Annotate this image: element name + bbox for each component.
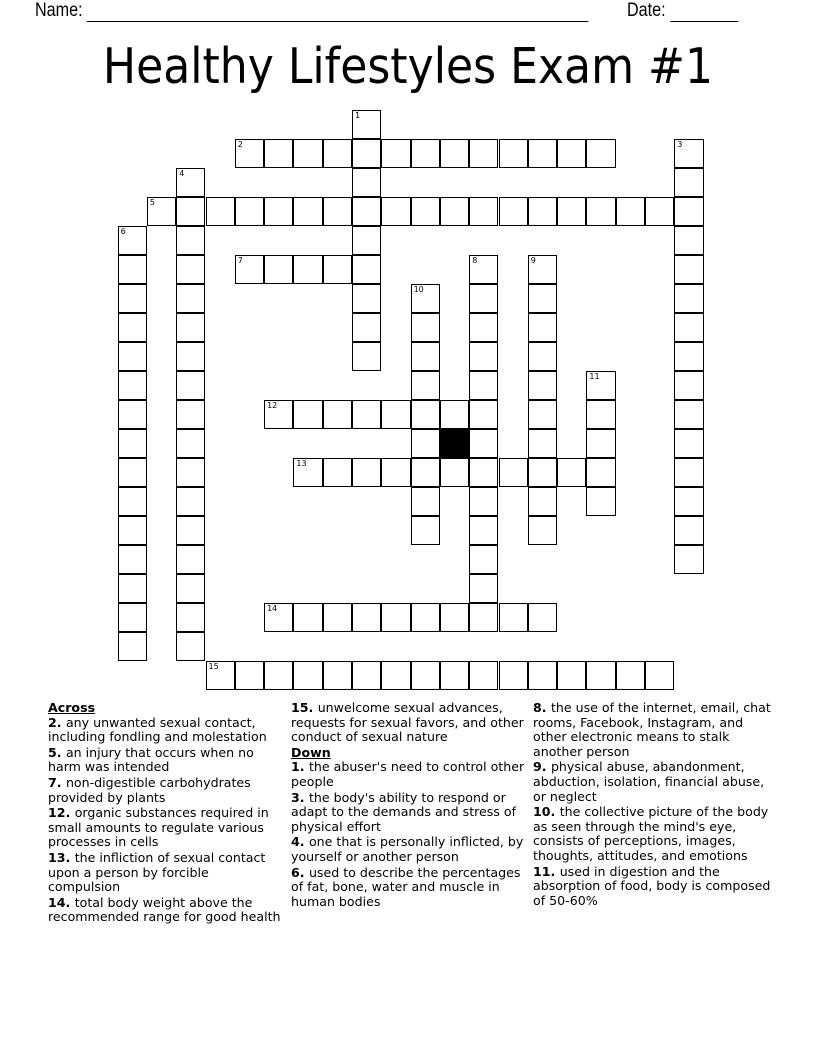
grid-cell[interactable]: [674, 545, 703, 574]
grid-cell[interactable]: [674, 197, 703, 226]
grid-cell[interactable]: [499, 139, 528, 168]
grid-cell[interactable]: [586, 400, 615, 429]
grid-cell[interactable]: [176, 284, 205, 313]
clue-number: 3: [291, 789, 300, 805]
clue-across-12: 12. organic substances required in small amounts to regulate various processes in cells: [48, 805, 269, 850]
grid-cell[interactable]: [557, 139, 586, 168]
grid-cell[interactable]: [528, 603, 557, 632]
grid-cell[interactable]: [469, 603, 498, 632]
grid-cell[interactable]: [499, 458, 528, 487]
grid-cell[interactable]: [411, 342, 440, 371]
grid-cell[interactable]: [352, 342, 381, 371]
grid-cell[interactable]: [176, 371, 205, 400]
grid-cell[interactable]: [674, 516, 703, 545]
grid-cell[interactable]: [528, 661, 557, 690]
grid-cell[interactable]: [528, 197, 557, 226]
clue-text: one that is personally inflicted, by yourself or another person: [291, 834, 524, 864]
grid-cell[interactable]: [118, 342, 147, 371]
grid-cell[interactable]: [674, 371, 703, 400]
grid-cell[interactable]: [118, 545, 147, 574]
grid-cell[interactable]: [176, 400, 205, 429]
grid-cell[interactable]: [469, 197, 498, 226]
clue-number: 13: [48, 849, 66, 865]
grid-cell[interactable]: [469, 487, 498, 516]
grid-cell[interactable]: [176, 226, 205, 255]
grid-cell[interactable]: [118, 255, 147, 284]
grid-cell[interactable]: [352, 110, 381, 139]
cell-number: 10: [413, 285, 424, 294]
grid-cell[interactable]: [118, 516, 147, 545]
cell-number: 12: [267, 401, 278, 410]
grid-cell[interactable]: [674, 284, 703, 313]
grid-cell[interactable]: [528, 429, 557, 458]
grid-cell[interactable]: [352, 458, 381, 487]
clues-column-1: [48, 701, 284, 926]
cell-number: 2: [237, 140, 243, 149]
grid-cell[interactable]: [645, 197, 674, 226]
grid-cell[interactable]: [411, 429, 440, 458]
clue-down-10: 10. the collective picture of the body as seen through the mind's eye, consists of perceptions, images, thoughts, attitudes, and emotions: [533, 804, 769, 863]
grid-cell[interactable]: [235, 661, 264, 690]
grid-cell[interactable]: [499, 603, 528, 632]
cell-number: 8: [472, 256, 478, 265]
grid-cell[interactable]: [469, 400, 498, 429]
grid-cell[interactable]: [381, 603, 410, 632]
grid-cell[interactable]: [176, 429, 205, 458]
clue-down-11: 11. used in digestion and the absorption of food, body is composed of 50-60%: [533, 863, 771, 908]
grid-cell[interactable]: [264, 197, 293, 226]
grid-cell[interactable]: [323, 139, 352, 168]
grid-cell[interactable]: [381, 458, 410, 487]
clue-text: the body's ability to respond or adapt to the demands and stress of physical effort: [291, 789, 517, 834]
grid-cell[interactable]: [528, 400, 557, 429]
grid-cell[interactable]: [293, 139, 322, 168]
clue-text: physical abuse, abandonment, abduction, isolation, financial abuse, or neglect: [533, 759, 765, 804]
grid-cell[interactable]: [469, 255, 498, 284]
clue-down-9: 9. physical abuse, abandonment, abduction, isolation, financial abuse, or neglect: [533, 759, 765, 804]
clue-text: any unwanted sexual contact, including fondling and molestation: [48, 714, 267, 745]
grid-cell[interactable]: [411, 313, 440, 342]
grid-cell[interactable]: [411, 371, 440, 400]
grid-cell[interactable]: [176, 458, 205, 487]
grid-cell[interactable]: [557, 197, 586, 226]
grid-cell[interactable]: [528, 313, 557, 342]
cell-number: 11: [589, 372, 600, 381]
grid-cell[interactable]: [176, 545, 205, 574]
grid-cell[interactable]: [440, 603, 469, 632]
grid-cell[interactable]: [469, 139, 498, 168]
page-title: Healthy Lifestyles Exam #1: [102, 38, 714, 95]
cell-number: 5: [149, 198, 155, 207]
grid-cell[interactable]: [264, 603, 293, 632]
grid-cell[interactable]: [469, 342, 498, 371]
grid-cell[interactable]: [235, 255, 264, 284]
grid-cell[interactable]: [440, 197, 469, 226]
grid-cell[interactable]: [264, 255, 293, 284]
clue-number: 12: [48, 805, 66, 821]
grid-cell[interactable]: [586, 458, 615, 487]
cell-number: 15: [208, 662, 219, 671]
cell-number: 6: [120, 227, 126, 236]
grid-cell[interactable]: [176, 313, 205, 342]
grid-cell[interactable]: [176, 516, 205, 545]
clue-across-14: 14. total body weight above the recommended range for good health: [48, 894, 281, 925]
clues-column-3: [533, 701, 773, 909]
clue-number: 6: [291, 864, 300, 880]
cell-number: 1: [355, 111, 361, 120]
grid-cell[interactable]: [411, 516, 440, 545]
clue-text: the use of the internet, email, chat rooms, Facebook, Instagram, and other electronic means to stalk another person: [533, 700, 771, 759]
grid-cell[interactable]: [264, 661, 293, 690]
grid-cell[interactable]: [118, 429, 147, 458]
grid-cell[interactable]: [499, 197, 528, 226]
grid-cell[interactable]: [469, 574, 498, 603]
clue-number: 7: [48, 774, 57, 790]
clue-number: 4: [291, 834, 300, 850]
cell-number: 4: [179, 169, 185, 178]
grid-cell[interactable]: [645, 661, 674, 690]
grid-cell[interactable]: [674, 255, 703, 284]
grid-cell[interactable]: [352, 139, 381, 168]
clue-number: 8: [533, 700, 542, 715]
clue-across-7: 7. non-digestible carbohydrates provided by plants: [48, 774, 251, 805]
grid-cell[interactable]: [411, 458, 440, 487]
grid-cell[interactable]: [118, 458, 147, 487]
clue-across-2: 2. any unwanted sexual contact, including fondling and molestation: [48, 714, 267, 745]
grid-cell[interactable]: [118, 371, 147, 400]
grid-cell[interactable]: [411, 603, 440, 632]
grid-cell[interactable]: [674, 400, 703, 429]
grid-cell[interactable]: [118, 284, 147, 313]
clue-number: 15: [291, 700, 309, 715]
clue-down-1: 1. the abuser's need to control other people: [291, 759, 525, 789]
grid-cell[interactable]: [293, 197, 322, 226]
grid-cell[interactable]: [674, 487, 703, 516]
grid-cell[interactable]: [293, 661, 322, 690]
grid-cell[interactable]: [323, 458, 352, 487]
grid-cell[interactable]: [586, 197, 615, 226]
grid-cell[interactable]: [176, 342, 205, 371]
grid-cell[interactable]: [469, 458, 498, 487]
grid-cell[interactable]: [586, 429, 615, 458]
clue-text: total body weight above the recommended range for good health: [48, 894, 281, 925]
grid-cell[interactable]: [118, 400, 147, 429]
grid-cell[interactable]: [352, 255, 381, 284]
clue-text: the collective picture of the body as seen through the mind's eye, consists of perceptions, images, thoughts, attitudes, and emotions: [533, 804, 769, 863]
clue-across-5: 5. an injury that occurs when no harm was intended: [48, 744, 254, 775]
clue-text: non-digestible carbohydrates provided by plants: [48, 774, 251, 805]
grid-cell[interactable]: [118, 632, 147, 661]
grid-cell[interactable]: [352, 313, 381, 342]
grid-cell[interactable]: [674, 342, 703, 371]
grid-cell[interactable]: [586, 661, 615, 690]
grid-cell[interactable]: [118, 603, 147, 632]
grid-cell[interactable]: [440, 400, 469, 429]
grid-cell[interactable]: [235, 197, 264, 226]
clue-number: 2: [48, 714, 57, 730]
grid-cell[interactable]: [352, 400, 381, 429]
grid-cell[interactable]: [235, 139, 264, 168]
clue-text: the abuser's need to control other people: [291, 759, 525, 789]
cell-number: 3: [677, 140, 683, 149]
grid-cell[interactable]: [118, 313, 147, 342]
grid-cell[interactable]: [293, 400, 322, 429]
grid-cell[interactable]: [528, 458, 557, 487]
grid-cell[interactable]: [118, 574, 147, 603]
name-label: Name:: [35, 0, 83, 21]
grid-cell[interactable]: [528, 487, 557, 516]
clue-number: 11: [533, 863, 551, 879]
grid-cell[interactable]: [411, 284, 440, 313]
grid-cell[interactable]: [323, 661, 352, 690]
clue-text: used in digestion and the absorption of food, body is composed of 50-60%: [533, 863, 771, 908]
grid-cell[interactable]: [264, 139, 293, 168]
grid-cell[interactable]: [264, 400, 293, 429]
grid-cell[interactable]: [118, 487, 147, 516]
grid-cell[interactable]: [381, 400, 410, 429]
clue-text: an injury that occurs when no harm was intended: [48, 744, 254, 775]
grid-cell[interactable]: [176, 603, 205, 632]
grid-cell[interactable]: [411, 139, 440, 168]
grid-cell[interactable]: [411, 487, 440, 516]
grid-cell[interactable]: [674, 168, 703, 197]
grid-cell[interactable]: [352, 661, 381, 690]
grid-cell[interactable]: [674, 458, 703, 487]
clue-down-4: 4. one that is personally inflicted, by yourself or another person: [291, 834, 524, 864]
grid-cell[interactable]: [293, 603, 322, 632]
grid-cell[interactable]: [147, 197, 176, 226]
grid-cell[interactable]: [411, 661, 440, 690]
grid-cell[interactable]: [176, 574, 205, 603]
grid-cell[interactable]: [440, 661, 469, 690]
clue-text: used to describe the percentages of fat, bone, water and muscle in human bodies: [291, 864, 521, 909]
grid-cell[interactable]: [586, 371, 615, 400]
grid-cell[interactable]: [469, 545, 498, 574]
grid-cell[interactable]: [352, 168, 381, 197]
cell-number: 13: [296, 459, 307, 468]
grid-cell[interactable]: [674, 313, 703, 342]
cell-number: 14: [267, 604, 278, 613]
grid-cell[interactable]: [469, 371, 498, 400]
grid-cell[interactable]: [381, 661, 410, 690]
grid-cell[interactable]: [411, 400, 440, 429]
grid-cell[interactable]: [469, 313, 498, 342]
grid-cell[interactable]: [528, 139, 557, 168]
grid-cell[interactable]: [176, 487, 205, 516]
clue-number: 1: [291, 759, 300, 775]
grid-cell[interactable]: [176, 632, 205, 661]
grid-cell[interactable]: [469, 429, 498, 458]
grid-cell[interactable]: [469, 284, 498, 313]
grid-cell[interactable]: [206, 661, 235, 690]
grid-cell[interactable]: [528, 255, 557, 284]
across-heading: Across: [48, 700, 96, 715]
clue-across-15: 15. unwelcome sexual advances, requests for sexual favors, and other conduct of sexual nature: [291, 700, 524, 745]
grid-cell[interactable]: [176, 168, 205, 197]
clue-down-8: 8. the use of the internet, email, chat rooms, Facebook, Instagram, and other electronic means to stalk another person: [533, 700, 771, 759]
clue-text: the infliction of sexual contact upon a person by forcible compulsion: [48, 849, 266, 895]
cell-number: 7: [237, 256, 243, 265]
grid-cell[interactable]: [440, 139, 469, 168]
cell-number: 9: [530, 256, 536, 265]
down-heading: Down: [291, 744, 331, 760]
clue-number: 9: [533, 759, 542, 775]
clue-across-13: 13. the infliction of sexual contact upon a person by forcible compulsion: [48, 849, 266, 895]
grid-cell[interactable]: [528, 371, 557, 400]
grid-cell[interactable]: [557, 661, 586, 690]
grid-cell[interactable]: [586, 139, 615, 168]
clue-down-6: 6. used to describe the percentages of fat, bone, water and muscle in human bodies: [291, 864, 521, 909]
grid-cell[interactable]: [352, 603, 381, 632]
date-label: Date:: [627, 0, 666, 21]
clue-number: 14: [48, 894, 66, 910]
grid-cell[interactable]: [293, 458, 322, 487]
grid-cell[interactable]: [176, 255, 205, 284]
grid-cell[interactable]: [293, 255, 322, 284]
grid-cell[interactable]: [528, 342, 557, 371]
grid-cell[interactable]: [352, 197, 381, 226]
grid-cell[interactable]: [176, 197, 205, 226]
grid-cell[interactable]: [323, 255, 352, 284]
clue-down-3: 3. the body's ability to respond or adapt to the demands and stress of physical effort: [291, 789, 517, 834]
grid-cell[interactable]: [674, 429, 703, 458]
grid-cell[interactable]: [469, 661, 498, 690]
grid-cell[interactable]: [586, 487, 615, 516]
grid-cell[interactable]: [118, 226, 147, 255]
grid-cell[interactable]: [499, 661, 528, 690]
clue-text: unwelcome sexual advances, requests for sexual favors, and other conduct of sexual nature: [291, 700, 524, 745]
grid-cell[interactable]: [674, 226, 703, 255]
grid-cell[interactable]: [616, 197, 645, 226]
black-cell: [440, 429, 469, 458]
grid-cell[interactable]: [323, 197, 352, 226]
grid-cell[interactable]: [352, 226, 381, 255]
grid-cell[interactable]: [440, 458, 469, 487]
grid-cell[interactable]: [616, 661, 645, 690]
grid-cell[interactable]: [469, 516, 498, 545]
clue-text: organic substances required in small amounts to regulate various processes in cells: [48, 805, 269, 850]
grid-cell[interactable]: [381, 197, 410, 226]
grid-cell[interactable]: [411, 197, 440, 226]
grid-cell[interactable]: [528, 516, 557, 545]
grid-cell[interactable]: [528, 284, 557, 313]
grid-cell[interactable]: [352, 284, 381, 313]
grid-cell[interactable]: [323, 603, 352, 632]
clue-number: 5: [48, 744, 57, 760]
grid-cell[interactable]: [323, 400, 352, 429]
grid-cell[interactable]: [557, 458, 586, 487]
grid-cell[interactable]: [206, 197, 235, 226]
grid-cell[interactable]: [674, 139, 703, 168]
clues-column-2: [291, 701, 527, 910]
grid-cell[interactable]: [381, 139, 410, 168]
clue-number: 10: [533, 804, 551, 820]
